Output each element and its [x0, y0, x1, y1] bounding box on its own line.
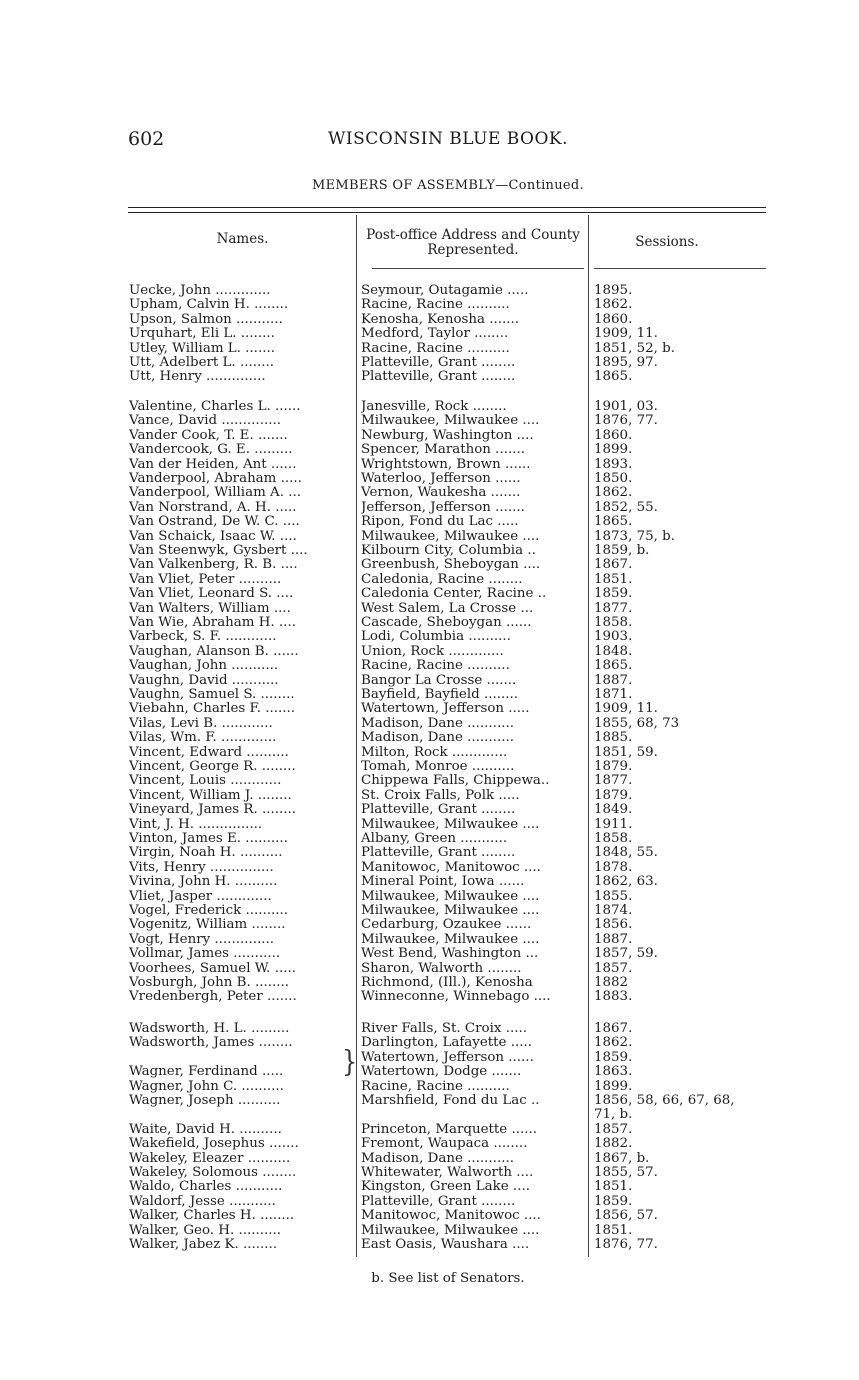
member-sessions: 1895. [594, 283, 633, 298]
member-address: Princeton, Marquette ...... [361, 1122, 538, 1137]
running-header [128, 128, 768, 150]
top-rule [128, 207, 766, 208]
member-name: Vivina, John H. .......... [129, 875, 278, 890]
member-name: Vanderpool, Abraham ..... [129, 472, 302, 486]
member-sessions: 1909, 11. [594, 326, 658, 342]
member-name: Utt, Adelbert L. ........ [129, 356, 275, 370]
page-number: 602 [128, 128, 165, 150]
member-address: Milton, Rock ............. [361, 745, 508, 760]
member-sessions: 1851. [594, 1179, 633, 1195]
member-address: Union, Rock ............. [361, 644, 504, 659]
member-sessions: 1899. [594, 1078, 633, 1094]
member-sessions: 1862, 63. [594, 874, 658, 890]
member-sessions: 1863. [594, 1064, 633, 1080]
member-name: Van Steenwyk, Gysbert .... [129, 544, 308, 558]
member-address: Bangor La Crosse ....... [361, 673, 517, 688]
member-sessions: 1893. [594, 456, 633, 472]
member-address: Caledonia Center, Racine .. [361, 587, 547, 602]
member-name: Van der Heiden, Ant ...... [129, 457, 297, 472]
member-sessions: 1873, 75, b. [594, 528, 675, 544]
member-address: Bayfield, Bayfield ........ [361, 688, 519, 702]
member-sessions: 1851, 52, b. [594, 340, 675, 356]
member-address: East Oasis, Waushara .... [361, 1238, 530, 1252]
address-column-header: Post-office Address and County Represented. [366, 227, 580, 258]
member-address: Jefferson, Jefferson ....... [361, 500, 525, 515]
member-address: Vernon, Waukesha ....... [361, 486, 521, 501]
member-address: Watertown, Dodge ....... [361, 1065, 522, 1080]
member-address: Richmond, (Ill.), Kenosha [361, 976, 533, 990]
member-name: Wagner, John C. .......... [129, 1079, 284, 1094]
member-name: Utt, Henry .............. [129, 370, 266, 385]
member-name: Walker, Jabez K. ........ [129, 1238, 278, 1252]
member-address: Medford, Taylor ........ [361, 327, 509, 342]
member-sessions: 1877. [594, 600, 633, 616]
member-name: Varbeck, S. F. ............ [129, 630, 277, 645]
member-sessions: 1860. [594, 311, 633, 327]
member-sessions: 1857. [594, 960, 633, 976]
member-address: Wrightstown, Brown ...... [361, 457, 531, 472]
member-sessions: 1877. [594, 773, 633, 789]
member-sessions: 1858. [594, 831, 633, 846]
member-name: Walker, Geo. H. .......... [129, 1223, 282, 1238]
member-name: Wagner, Ferdinand ..... [129, 1065, 284, 1080]
member-sessions: 1876, 77. [594, 413, 658, 429]
member-name: Upson, Salmon ........... [129, 312, 283, 327]
member-name: Vance, David .............. [129, 414, 281, 429]
member-name: Vaughan, John ........... [129, 659, 279, 674]
member-name: Vanderpool, William A. ... [129, 486, 301, 501]
sessions-column-header: Sessions. [635, 234, 699, 250]
member-address: Tomah, Monroe .......... [361, 760, 515, 774]
member-address: Manitowoc, Manitowoc .... [361, 1209, 541, 1224]
member-sessions: 1855. [594, 888, 633, 904]
member-address: River Falls, St. Croix ..... [361, 1022, 527, 1036]
member-address: Milwaukee, Milwaukee .... [361, 889, 540, 904]
member-sessions: 1911. [594, 816, 633, 832]
member-sessions: 1856, 58, 66, 67, 68, [594, 1093, 735, 1108]
member-sessions: 1865. [594, 514, 633, 530]
member-name: Van Vliet, Leonard S. .... [129, 587, 294, 602]
member-name: Viebahn, Charles F. ....... [129, 702, 296, 717]
member-address: Albany, Green ........... [361, 832, 508, 846]
member-name: Van Schaick, Isaac W. .... [129, 529, 297, 544]
member-address: Platteville, Grant ........ [361, 1194, 516, 1209]
member-name: Waldorf, Jesse ........... [129, 1194, 276, 1209]
member-address: Greenbush, Sheboygan .... [361, 558, 541, 573]
member-name: Vaughn, David ........... [129, 673, 279, 688]
member-address: Milwaukee, Milwaukee .... [361, 529, 540, 544]
member-name: Vineyard, James R. ........ [129, 803, 297, 818]
member-sessions: 1859. [594, 1049, 633, 1065]
member-address: Watertown, Jefferson ..... [361, 702, 530, 717]
member-address: Platteville, Grant ........ [361, 846, 516, 861]
member-sessions: 1862. [594, 1035, 633, 1051]
member-name: Wakeley, Eleazer .......... [129, 1151, 291, 1166]
member-sessions: 1887. [594, 672, 633, 688]
member-sessions: 1879. [594, 787, 633, 803]
member-sessions: 1909, 11. [594, 701, 658, 717]
member-address: Mineral Point, Iowa ...... [361, 875, 525, 890]
member-sessions: 1857. [594, 1121, 633, 1137]
member-sessions: 1883. [594, 989, 633, 1005]
member-sessions: 1887. [594, 931, 633, 947]
member-name: Vincent, Edward .......... [129, 745, 289, 760]
member-address: Milwaukee, Milwaukee .... [361, 817, 540, 832]
member-sessions: 1895, 97. [594, 355, 658, 370]
member-address: Platteville, Grant ........ [361, 370, 516, 385]
member-address: Racine, Racine .......... [361, 1079, 510, 1094]
member-name: Vogt, Henry .............. [129, 932, 275, 947]
member-address: Seymour, Outagamie ..... [361, 284, 529, 298]
member-name: Vincent, Louis ............ [129, 774, 282, 789]
member-name: Virgin, Noah H. .......... [129, 846, 283, 861]
footnote: b. See list of Senators. [371, 1271, 525, 1286]
member-name: Valentine, Charles L. ...... [129, 400, 301, 414]
member-address: Madison, Dane ........... [361, 716, 514, 731]
member-sessions: 1899. [594, 442, 633, 458]
member-address: Fremont, Waupaca ........ [361, 1137, 528, 1152]
member-name: Wakefield, Josephus ....... [129, 1137, 299, 1152]
member-sessions: 1851. [594, 1222, 633, 1238]
member-address: Platteville, Grant ........ [361, 803, 516, 818]
member-address: Madison, Dane ........... [361, 1151, 514, 1166]
member-name: Wakeley, Solomous ........ [129, 1166, 297, 1180]
member-name: Vilas, Levi B. ............ [129, 716, 273, 731]
member-address: Milwaukee, Milwaukee .... [361, 1223, 540, 1238]
member-sessions: 1876, 77. [594, 1237, 658, 1252]
member-sessions: 1874. [594, 903, 633, 918]
member-address: Kingston, Green Lake .... [361, 1180, 530, 1195]
member-sessions: 1885. [594, 730, 633, 746]
sessions-header-line [594, 268, 766, 269]
member-name: Vogel, Frederick .......... [129, 904, 289, 918]
member-name: Vliet, Jasper ............. [129, 889, 272, 904]
member-sessions: 1859. [594, 1193, 633, 1209]
names-column-header: Names. [216, 231, 269, 247]
member-name: Vincent, William J. ........ [129, 788, 292, 803]
member-sessions: 1856. [594, 917, 633, 933]
member-name: Van Ostrand, De W. C. .... [129, 515, 300, 530]
member-sessions: 1849. [594, 802, 633, 818]
member-sessions: 1862. [594, 297, 633, 313]
member-sessions: 1851, 59. [594, 744, 658, 760]
book-title: WISCONSIN BLUE BOOK. [327, 129, 569, 149]
member-sessions: 1901, 03. [594, 399, 658, 414]
member-sessions: 1855, 57. [594, 1165, 658, 1180]
member-name: Van Walters, William .... [129, 601, 291, 616]
member-name: Vosburgh, John B. ........ [129, 976, 290, 990]
member-address: West Bend, Washington ... [361, 947, 539, 962]
member-address: Milwaukee, Milwaukee .... [361, 904, 540, 918]
member-sessions: 71, b. [594, 1107, 633, 1123]
member-address: Whitewater, Walworth .... [361, 1166, 534, 1180]
member-name: Vaughn, Samuel S. ........ [129, 688, 295, 702]
member-name: Van Norstrand, A. H. ..... [129, 500, 297, 515]
member-name: Vogenitz, William ........ [129, 918, 286, 933]
member-name: Vint, J. H. ............... [129, 817, 263, 832]
member-address: Cascade, Sheboygan ...... [361, 616, 532, 630]
member-sessions: 1850. [594, 471, 633, 486]
section-title: MEMBERS OF ASSEMBLY—Continued. [312, 178, 584, 193]
member-name: Vandercook, G. E. ......... [129, 443, 293, 458]
member-sessions: 1857, 59. [594, 946, 658, 962]
member-sessions: 1859, b. [594, 543, 650, 558]
column-divider-1 [356, 215, 357, 1257]
member-name: Wadsworth, James ........ [129, 1036, 293, 1051]
member-address: Racine, Racine .......... [361, 298, 510, 313]
member-name: Vaughan, Alanson B. ...... [129, 644, 299, 659]
member-name: Vinton, James E. .......... [129, 832, 288, 846]
member-address: Milwaukee, Milwaukee .... [361, 932, 540, 947]
member-name: Uecke, John ............. [129, 284, 271, 298]
member-address: Platteville, Grant ........ [361, 356, 516, 370]
member-address: Ripon, Fond du Lac ..... [361, 515, 519, 530]
member-sessions: 1867, b. [594, 1150, 650, 1166]
member-name: Urquhart, Eli L. ........ [129, 327, 275, 342]
member-address: Marshfield, Fond du Lac .. [361, 1094, 540, 1108]
member-address: Milwaukee, Milwaukee .... [361, 414, 540, 429]
member-sessions: 1848, 55. [594, 845, 658, 861]
member-name: Van Wie, Abraham H. .... [129, 616, 296, 630]
top-rule-2 [128, 212, 766, 213]
member-name: Upham, Calvin H. ........ [129, 298, 289, 313]
member-name: Vollmar, James ........... [129, 947, 281, 962]
member-address: Madison, Dane ........... [361, 731, 514, 746]
member-address: Newburg, Washington .... [361, 428, 534, 443]
member-address: Caledonia, Racine ........ [361, 572, 523, 587]
member-address: Darlington, Lafayette ..... [361, 1036, 532, 1051]
member-name: Van Vliet, Peter .......... [129, 572, 282, 587]
member-address: Chippewa Falls, Chippewa.. [361, 774, 550, 789]
member-address: Janesville, Rock ........ [361, 400, 507, 414]
member-name: Waldo, Charles ........... [129, 1180, 283, 1195]
member-sessions: 1852, 55. [594, 499, 658, 515]
member-address: Sharon, Walworth ........ [361, 961, 522, 976]
member-name: Vander Cook, T. E. ....... [129, 428, 288, 443]
member-address: St. Croix Falls, Polk ..... [361, 788, 520, 803]
member-sessions: 1878. [594, 859, 633, 875]
member-address: Racine, Racine .......... [361, 341, 510, 356]
member-address: Kilbourn City, Columbia .. [361, 544, 536, 558]
member-sessions: 1858. [594, 615, 633, 630]
member-address: Winneconne, Winnebago .... [361, 990, 551, 1005]
member-name: Wadsworth, H. L. ......... [129, 1022, 290, 1036]
member-address: Spencer, Marathon ....... [361, 443, 525, 458]
brace-mark: } [342, 1045, 358, 1079]
member-sessions: 1856, 57. [594, 1208, 658, 1224]
member-address: Racine, Racine .......... [361, 659, 510, 674]
member-sessions: 1867. [594, 1021, 633, 1036]
member-sessions: 1859. [594, 586, 633, 602]
member-address: Manitowoc, Manitowoc .... [361, 860, 541, 875]
member-sessions: 1903. [594, 629, 633, 645]
member-sessions: 1855, 68, 73 [594, 715, 680, 731]
member-address: Waterloo, Jefferson ...... [361, 472, 521, 486]
member-sessions: 1865. [594, 658, 633, 674]
member-sessions: 1882 [594, 975, 629, 990]
column-divider-2 [588, 215, 589, 1257]
member-address: Lodi, Columbia .......... [361, 630, 511, 645]
member-name: Wagner, Joseph .......... [129, 1094, 281, 1108]
member-sessions: 1879. [594, 759, 633, 774]
member-sessions: 1848. [594, 643, 633, 659]
member-name: Waite, David H. .......... [129, 1122, 282, 1137]
member-name: Vredenbergh, Peter ....... [129, 990, 297, 1005]
member-address: Cedarburg, Ozaukee ...... [361, 918, 532, 933]
member-sessions: 1862. [594, 485, 633, 501]
member-sessions: 1867. [594, 557, 633, 573]
member-sessions: 1882. [594, 1136, 633, 1152]
member-address: West Salem, La Crosse ... [361, 601, 534, 616]
member-sessions: 1851. [594, 571, 633, 587]
member-address: Watertown, Jefferson ...... [361, 1050, 534, 1065]
member-sessions: 1860. [594, 427, 633, 443]
member-name: Voorhees, Samuel W. ..... [129, 961, 296, 976]
member-name: Van Valkenberg, R. B. .... [129, 558, 298, 573]
member-name: Vincent, George R. ........ [129, 760, 296, 774]
member-name: Vilas, Wm. F. ............. [129, 731, 277, 746]
member-sessions: 1871. [594, 687, 633, 702]
member-name: Utley, William L. ....... [129, 341, 275, 356]
member-name: Walker, Charles H. ........ [129, 1209, 295, 1224]
member-name: Vits, Henry ............... [129, 860, 274, 875]
address-header-line [372, 268, 584, 269]
member-sessions: 1865. [594, 369, 633, 385]
member-address: Kenosha, Kenosha ....... [361, 312, 520, 327]
